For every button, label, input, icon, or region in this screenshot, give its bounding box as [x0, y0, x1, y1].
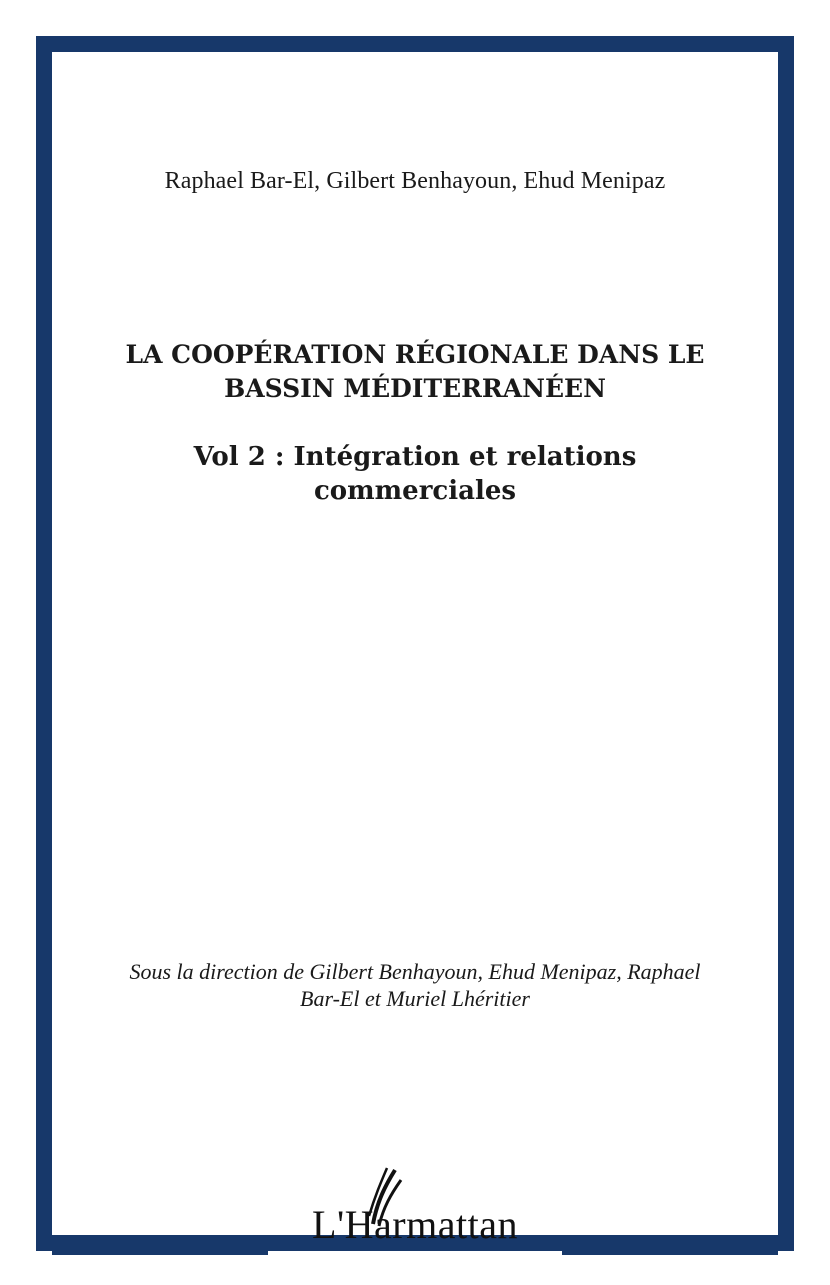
publisher-logo	[280, 1160, 550, 1260]
publisher-name: L'Harmattan	[312, 1202, 518, 1247]
editors-credit	[70, 958, 760, 1012]
authors-line: Raphael Bar-El, Gilbert Benhayoun, Ehud Menipaz	[164, 168, 666, 194]
cover-frame	[36, 36, 794, 1251]
title-line-1: LA COOPÉRATION RÉGIONALE DANS LE	[125, 340, 705, 369]
editors-line-2: Bar-El et Muriel Lhéritier	[300, 986, 530, 1011]
title-line-2: BASSIN MÉDITERRANÉEN	[224, 374, 606, 403]
publisher-area	[0, 1160, 830, 1260]
subtitle-line-1: Vol 2 : Intégration et relations	[193, 442, 637, 472]
editors-line-1: Sous la direction de Gilbert Benhayoun, Ehud Menipaz, Raphael	[129, 959, 701, 984]
subtitle-line-2: commerciales	[313, 476, 517, 506]
book-title	[70, 338, 760, 406]
right-rule	[562, 1239, 778, 1255]
book-subtitle	[70, 440, 760, 508]
left-rule	[52, 1239, 268, 1255]
